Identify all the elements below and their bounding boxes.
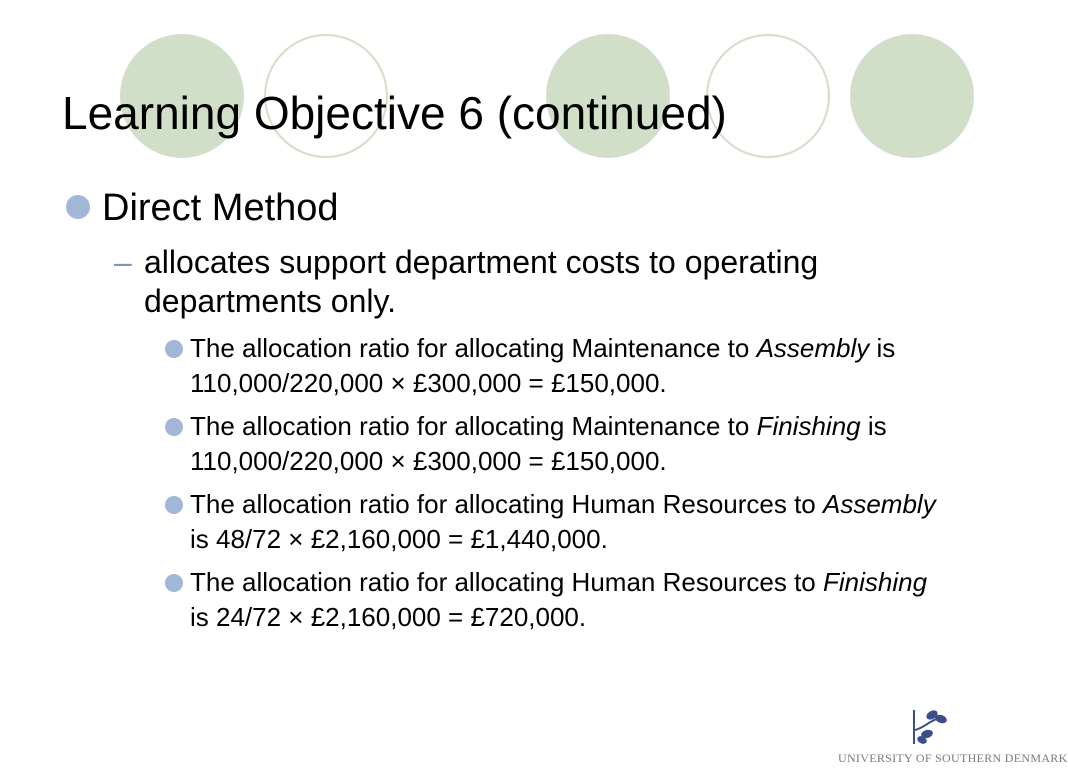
allocation-item (164, 565, 944, 635)
sub-bullet (114, 243, 924, 321)
slide-body (64, 185, 984, 643)
item-pre: The allocation ratio for allocating Maintenance to (190, 411, 757, 441)
item-post: is 48/72 × £2,160,000 = £1,440,000. (190, 524, 608, 554)
bullet-dot-icon (165, 574, 183, 592)
item-post: is 24/72 × £2,160,000 = £720,000. (190, 602, 587, 632)
bullet-dot-icon (165, 418, 183, 436)
dash-icon: – (114, 244, 132, 280)
item-dept: Finishing (823, 567, 928, 597)
slide-title: Learning Objective 6 (continued) (62, 87, 727, 139)
leaf-icon (910, 706, 950, 748)
logo-text: UNIVERSITY OF SOUTHERN DENMARK (838, 751, 1068, 765)
bullet-direct-method (64, 185, 984, 231)
item-pre: The allocation ratio for allocating Human Resources to (190, 489, 823, 519)
university-logo (838, 706, 1068, 768)
item-pre: The allocation ratio for allocating Maintenance to (190, 333, 757, 363)
item-pre: The allocation ratio for allocating Human Resources to (190, 567, 823, 597)
sub-bullet-text: allocates support department costs to operating departments only. (144, 244, 819, 319)
allocation-list (164, 331, 944, 635)
item-dept: Finishing (756, 411, 861, 441)
allocation-item (164, 331, 944, 401)
item-dept: Assembly (756, 333, 870, 363)
item-post: is 110,000/220,000 × £300,000 = £150,000. (190, 411, 887, 476)
allocation-item (164, 487, 944, 557)
bullet-dot-icon (66, 195, 90, 219)
bullet-text: Direct Method (102, 187, 339, 229)
bullet-dot-icon (165, 496, 183, 514)
decor-circle (850, 34, 974, 158)
allocation-item (164, 409, 944, 479)
bullet-dot-icon (165, 340, 183, 358)
item-post: is 110,000/220,000 × £300,000 = £150,000. (190, 333, 896, 398)
item-dept: Assembly (823, 489, 936, 519)
